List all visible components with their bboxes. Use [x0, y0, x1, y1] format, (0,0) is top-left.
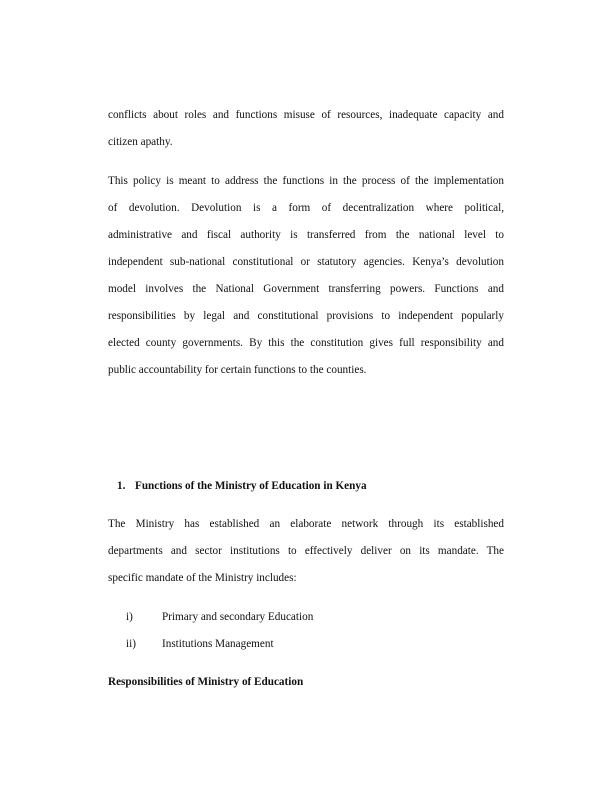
list-item [126, 637, 274, 651]
paragraph-line: elected county governments. By this the constitution gives full responsibility and [108, 337, 504, 349]
list-item [126, 610, 313, 624]
paragraph-line: of devolution. Devolution is a form of decentralization where political, [108, 202, 504, 214]
paragraph-line: model involves the National Government transferring powers. Functions and [108, 283, 504, 295]
paragraph-line: conflicts about roles and functions misuse of resources, inadequate capacity and [108, 109, 504, 121]
section-title: Functions of the Ministry of Education in Kenya [135, 480, 367, 492]
paragraph-line: This policy is meant to address the functions in the process of the implementation [108, 175, 504, 187]
paragraph-line: responsibilities by legal and constitutional provisions to independent popularly [108, 310, 504, 322]
paragraph-line: administrative and fiscal authority is transferred from the national level to [108, 229, 504, 241]
section-number: 1. [117, 480, 126, 492]
list-text: Primary and secondary Education [162, 611, 314, 623]
paragraph-line: public accountability for certain functions to the counties. [108, 364, 367, 376]
list-marker: ii) [126, 638, 136, 650]
paragraph-line: specific mandate of the Ministry includes: [108, 572, 297, 584]
list-text: Institutions Management [162, 638, 274, 650]
list-marker: i) [126, 611, 133, 623]
paragraph-line: independent sub-national constitutional or statutory agencies. Kenya’s devolution [108, 256, 504, 268]
paragraph-line: The Ministry has established an elaborate network through its established [108, 518, 504, 530]
section-heading [117, 479, 367, 493]
responsibilities-subheading: Responsibilities of Ministry of Education [108, 676, 304, 688]
paragraph-line: departments and sector institutions to effectively deliver on its mandate. The [108, 545, 504, 557]
paragraph-line: citizen apathy. [108, 136, 173, 148]
